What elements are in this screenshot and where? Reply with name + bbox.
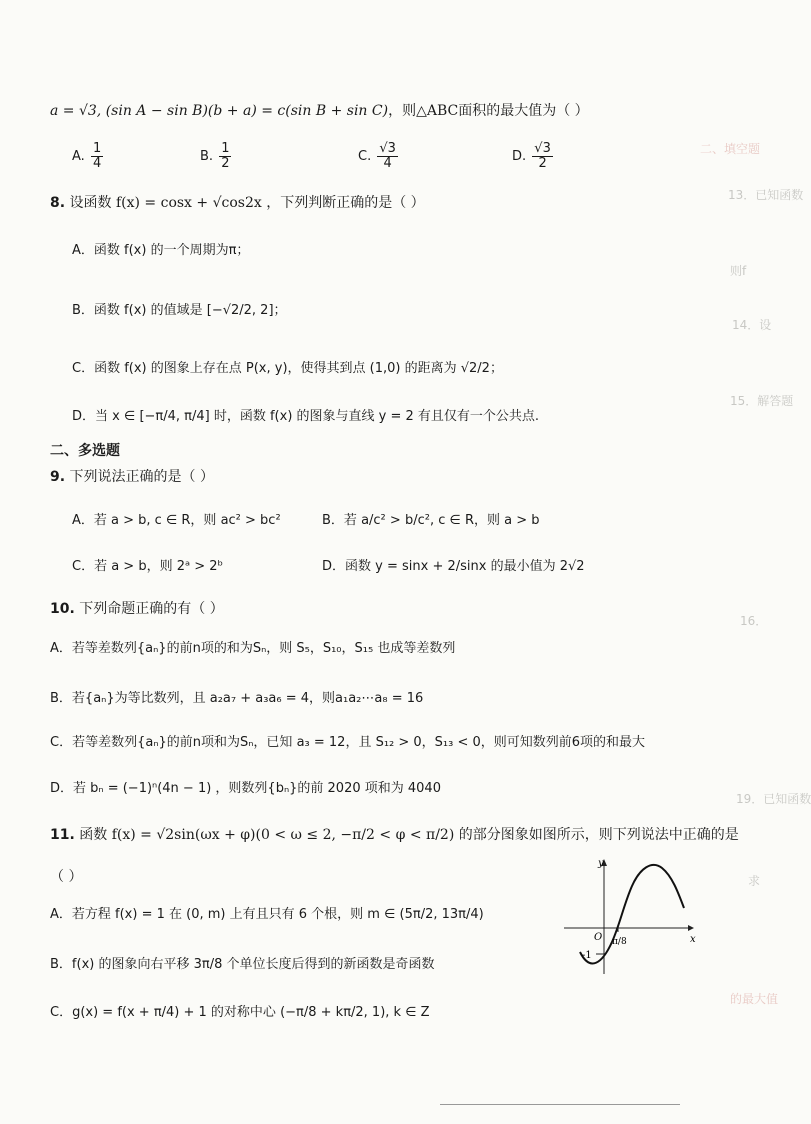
q7-stem (50, 102, 589, 120)
q9-option-b-frac-a: a/c² (361, 513, 386, 528)
graph-y-tick-label: -1 (582, 950, 592, 961)
bleed-text-9: 的最大值 (730, 992, 779, 1006)
graph-x-tick-label: π/8 (612, 937, 627, 947)
q11-option-c: C．g(x) = f(x + π/4) + 1 的对称中心 (−π/8 + kπ/2, 1), k ∈ Z (50, 1005, 430, 1020)
q8-option-b: B．函数 f(x) 的值域是 [−√2/2, 2]； (72, 303, 287, 318)
q7-option-d-frac: $\frac{√3}{2}$ (534, 141, 551, 171)
q10-option-c: C．若等差数列{aₙ}的前n项和为Sₙ，已知 a₃ = 12，且 S₁₂ > 0，S₁₃ < 0，则可知数列前6项的和最大 (50, 735, 646, 750)
q9-option-b: B．若 a/c² > b/c², c ∈ R，则 a > b (322, 513, 540, 528)
q7-option-c: C. $\frac{√3}{4}$ (358, 141, 396, 171)
q11-number: 11. (50, 827, 75, 843)
q11-option-a: A．若方程 f(x) = 1 在 (0, m) 上有且只有 6 个根，则 m ∈ (5π/2, 13π/4) (50, 907, 484, 922)
bleed-text-6: 16． (740, 614, 768, 628)
q7-stem-question: ，则△ABC面积的最大值为（ ） (388, 103, 589, 119)
q10-option-a: A．若等差数列{aₙ}的前n项的和为Sₙ，则 S₅，S₁₀，S₁₅ 也成等差数列 (50, 641, 456, 656)
q8-option-a: A．函数 f(x) 的一个周期为π； (72, 243, 250, 258)
bleed-text-7: 19．已知函数 (736, 792, 811, 806)
q7-option-b-frac: $\frac{1}{2}$ (221, 141, 230, 171)
q9-stem: 9. 下列说法正确的是（ ） (50, 469, 214, 485)
q8-option-c: C．函数 f(x) 的图象上存在点 P(x, y)，使得其到点 (1,0) 的距离为 √2/2； (72, 361, 503, 376)
graph-x-label: x (690, 934, 696, 945)
bleed-text-5: 15．解答题 (730, 394, 794, 408)
q8-stem-text: 设函数 f(x) = cosx + √cos2x ，下列判断正确的是（ ） (69, 195, 425, 211)
q8-option-d: D．当 x ∈ [−π/4, π/4] 时，函数 f(x) 的图象与直线 y = 2 有且仅有一个公共点. (72, 409, 540, 424)
q11-option-b-frac: 3π/8 (193, 957, 223, 972)
graph-sine-curve (580, 865, 684, 964)
bleed-text-8: 求 (748, 874, 761, 888)
q8-stem (50, 194, 425, 212)
q9-number: 9. (50, 469, 66, 485)
q9-option-a: A．若 a > b, c ∈ R，则 ac² > bc² (72, 513, 281, 528)
q11-sine-graph (560, 856, 700, 976)
graph-x-arrow (688, 925, 694, 931)
q11-answer-paren: （ ） (50, 869, 83, 885)
q7-option-a-frac: $\frac{1}{4}$ (92, 141, 102, 171)
bleed-text-4: 14．设 (732, 318, 772, 332)
q10-stem: 10. 下列命题正确的有（ ） (50, 601, 224, 617)
q8-option-c-value: √2/2 (460, 361, 490, 376)
q9-option-d: D．函数 y = sinx + 2/sinx 的最小值为 2√2 (322, 559, 585, 574)
q7-stem-formula: a = √3, (sin A − sin B)(b + a) = c(sin B + sin C) (50, 103, 389, 119)
q7-option-d: D. $\frac{√3}{2}$ (512, 141, 551, 171)
q7-option-a: A. $\frac{1}{4}$ (72, 141, 102, 171)
q9-option-b-frac-b: b/c² (404, 513, 430, 528)
bleed-text-1: 二、填空题 (700, 142, 761, 156)
graph-origin-label: O (594, 932, 603, 943)
graph-y-label: y (598, 858, 604, 869)
bottom-rule (440, 1104, 680, 1105)
q9-option-d-frac: 2/sinx (447, 559, 487, 574)
q10-option-b: B．若{aₙ}为等比数列，且 a₂a₇ + a₃a₆ = 4，则a₁a₂⋯a₈ = 16 (50, 691, 424, 706)
q7-option-b: B. $\frac{1}{2}$ (200, 141, 230, 171)
q10-option-d: D．若 bₙ = (−1)ⁿ(4n − 1) ，则数列{bₙ}的前 2020 项和为 4040 (50, 781, 441, 796)
bleed-text-3: 则f (730, 264, 747, 278)
section-multiple-choice: 二、多选题 (50, 443, 120, 459)
q7-option-c-frac: $\frac{√3}{4}$ (379, 141, 396, 171)
q10-number: 10. (50, 601, 75, 617)
q8-number: 8. (50, 195, 66, 211)
q8-option-b-interval: [−√2/2, 2] (206, 303, 274, 318)
q11-stem: 11. 函数 f(x) = √2sin(ωx + φ)(0 < ω ≤ 2, −π/2 < φ < π/2) 的部分图象如图所示，则下列说法中正确的是 (50, 827, 739, 843)
q8-option-d-interval: x ∈ [−π/4, π/4] (112, 409, 210, 424)
q9-option-c: C．若 a > b，则 2ᵃ > 2ᵇ (72, 559, 224, 574)
q11-option-b: B．f(x) 的图象向右平移 3π/8 个单位长度后得到的新函数是奇函数 (50, 957, 435, 972)
bleed-text-2: 13．已知函数 (728, 188, 804, 202)
